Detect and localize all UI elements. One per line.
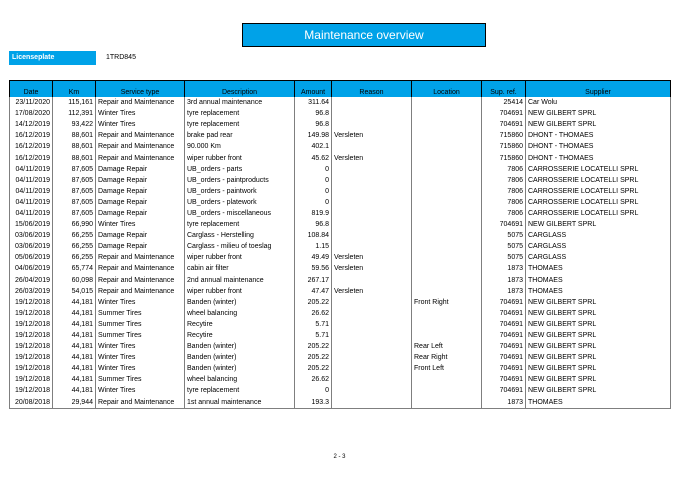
table-cell bbox=[412, 130, 482, 141]
table-cell: NEW GILBERT SPRL bbox=[526, 219, 671, 230]
table-cell bbox=[412, 97, 482, 108]
table-cell: tyre replacement bbox=[185, 385, 295, 396]
table-cell: Repair and Maintenance bbox=[96, 152, 185, 163]
table-cell: Winter Tires bbox=[96, 352, 185, 363]
table-cell: NEW GILBERT SPRL bbox=[526, 119, 671, 130]
table-cell bbox=[332, 208, 412, 219]
table-cell: 14/12/2019 bbox=[10, 119, 53, 130]
table-cell: 704691 bbox=[482, 330, 526, 341]
table-cell: 44,181 bbox=[53, 352, 96, 363]
table-cell: 03/06/2019 bbox=[10, 241, 53, 252]
table-cell bbox=[412, 286, 482, 297]
table-cell: 54,015 bbox=[53, 286, 96, 297]
table-cell: 704691 bbox=[482, 108, 526, 119]
table-row bbox=[10, 308, 671, 319]
table-cell bbox=[412, 275, 482, 286]
table-cell: NEW GILBERT SPRL bbox=[526, 108, 671, 119]
table-cell: 7806 bbox=[482, 208, 526, 219]
table-cell: 96.8 bbox=[295, 119, 332, 130]
table-cell: 311.64 bbox=[295, 97, 332, 108]
table-cell bbox=[332, 297, 412, 308]
table-cell: Carglass - Herstelling bbox=[185, 230, 295, 241]
table-cell: 3rd annual maintenance bbox=[185, 97, 295, 108]
table-cell: 193.3 bbox=[295, 397, 332, 409]
table-cell: 44,181 bbox=[53, 319, 96, 330]
table-row bbox=[10, 363, 671, 374]
column-header: Sup. ref. bbox=[482, 88, 526, 97]
table-cell: Versleten bbox=[332, 252, 412, 263]
table-cell: 1873 bbox=[482, 263, 526, 274]
table-cell: 88,601 bbox=[53, 130, 96, 141]
page-number: 2 - 3 bbox=[333, 454, 346, 460]
table-cell: 23/11/2020 bbox=[10, 97, 53, 108]
table-cell bbox=[412, 252, 482, 263]
table-cell bbox=[412, 197, 482, 208]
table-cell: 04/06/2019 bbox=[10, 263, 53, 274]
table-row bbox=[10, 319, 671, 330]
table-cell: wheel balancing bbox=[185, 374, 295, 385]
table-row bbox=[10, 263, 671, 274]
table-cell: 19/12/2018 bbox=[10, 319, 53, 330]
table-cell: 87,605 bbox=[53, 175, 96, 186]
table-cell: 66,990 bbox=[53, 219, 96, 230]
table-cell bbox=[412, 175, 482, 186]
table-cell: UB_orders - paintproducts bbox=[185, 175, 295, 186]
table-cell: 0 bbox=[295, 164, 332, 175]
table-cell: 19/12/2018 bbox=[10, 297, 53, 308]
table-cell: Repair and Maintenance bbox=[96, 97, 185, 108]
table-cell bbox=[412, 385, 482, 396]
table-cell bbox=[332, 230, 412, 241]
table-cell: 49.49 bbox=[295, 252, 332, 263]
table-cell: 16/12/2019 bbox=[10, 130, 53, 141]
table-cell: 44,181 bbox=[53, 374, 96, 385]
table-cell: Versleten bbox=[332, 152, 412, 163]
table-cell: 26/03/2019 bbox=[10, 286, 53, 297]
table-cell bbox=[332, 97, 412, 108]
table-row bbox=[10, 230, 671, 241]
table-cell: 5.71 bbox=[295, 330, 332, 341]
table-cell: 17/08/2020 bbox=[10, 108, 53, 119]
table-row bbox=[10, 219, 671, 230]
table-cell: Recytire bbox=[185, 330, 295, 341]
table-cell bbox=[332, 330, 412, 341]
table-row bbox=[10, 352, 671, 363]
table-cell: Summer Tires bbox=[96, 330, 185, 341]
table-cell: 03/06/2019 bbox=[10, 230, 53, 241]
table-cell bbox=[412, 164, 482, 175]
table-row bbox=[10, 252, 671, 263]
table-cell: 20/08/2018 bbox=[10, 397, 53, 409]
table-cell: cabin air filter bbox=[185, 263, 295, 274]
table-row bbox=[10, 241, 671, 252]
table-row bbox=[10, 297, 671, 308]
column-header: Km bbox=[53, 88, 96, 97]
table-cell: wiper rubber front bbox=[185, 286, 295, 297]
table-cell bbox=[412, 374, 482, 385]
table-row bbox=[10, 275, 671, 286]
table-row bbox=[10, 374, 671, 385]
table-cell: NEW GILBERT SPRL bbox=[526, 341, 671, 352]
table-cell: 26.62 bbox=[295, 308, 332, 319]
table-cell: Summer Tires bbox=[96, 374, 185, 385]
table-cell bbox=[412, 119, 482, 130]
table-cell: UB_orders - miscellaneous bbox=[185, 208, 295, 219]
table-cell bbox=[412, 241, 482, 252]
table-cell: 44,181 bbox=[53, 330, 96, 341]
table-cell bbox=[332, 275, 412, 286]
table-cell: NEW GILBERT SPRL bbox=[526, 297, 671, 308]
table-cell: Car Wolu bbox=[526, 97, 671, 108]
table-cell: Damage Repair bbox=[96, 241, 185, 252]
table-cell: Winter Tires bbox=[96, 119, 185, 130]
table-cell: Damage Repair bbox=[96, 230, 185, 241]
table-cell: CARGLASS bbox=[526, 252, 671, 263]
table-cell: 90.000 Km bbox=[185, 141, 295, 152]
table-cell: 7806 bbox=[482, 186, 526, 197]
table-cell: NEW GILBERT SPRL bbox=[526, 330, 671, 341]
table-cell: 704691 bbox=[482, 308, 526, 319]
table-cell: Repair and Maintenance bbox=[96, 130, 185, 141]
table-cell: 04/11/2019 bbox=[10, 175, 53, 186]
table-cell: Repair and Maintenance bbox=[96, 263, 185, 274]
table-cell: Summer Tires bbox=[96, 319, 185, 330]
table-cell: 1st annual maintenance bbox=[185, 397, 295, 409]
table-cell: Rear Right bbox=[412, 352, 482, 363]
table-cell: Damage Repair bbox=[96, 164, 185, 175]
table-cell: 715860 bbox=[482, 130, 526, 141]
table-row bbox=[10, 397, 671, 409]
table-cell: Summer Tires bbox=[96, 308, 185, 319]
table-cell: 715860 bbox=[482, 152, 526, 163]
table-cell: 205.22 bbox=[295, 341, 332, 352]
table-cell: Versleten bbox=[332, 130, 412, 141]
table-cell: 45.62 bbox=[295, 152, 332, 163]
table-cell: CARROSSERIE LOCATELLI SPRL bbox=[526, 208, 671, 219]
table-cell bbox=[332, 374, 412, 385]
table-cell: Damage Repair bbox=[96, 197, 185, 208]
table-cell: THOMAES bbox=[526, 286, 671, 297]
table-cell: CARROSSERIE LOCATELLI SPRL bbox=[526, 164, 671, 175]
table-cell: Banden (winter) bbox=[185, 297, 295, 308]
table-cell bbox=[332, 241, 412, 252]
table-cell: 1873 bbox=[482, 286, 526, 297]
table-cell: UB_orders - parts bbox=[185, 164, 295, 175]
table-cell: Repair and Maintenance bbox=[96, 141, 185, 152]
table-cell: 05/06/2019 bbox=[10, 252, 53, 263]
table-cell: CARROSSERIE LOCATELLI SPRL bbox=[526, 197, 671, 208]
table-cell: 65,774 bbox=[53, 263, 96, 274]
table-cell bbox=[332, 175, 412, 186]
table-cell: 16/12/2019 bbox=[10, 141, 53, 152]
table-cell: 205.22 bbox=[295, 352, 332, 363]
table-body bbox=[10, 97, 671, 408]
table-cell: Recytire bbox=[185, 319, 295, 330]
table-cell: 44,181 bbox=[53, 385, 96, 396]
table-cell: 19/12/2018 bbox=[10, 330, 53, 341]
table-cell: tyre replacement bbox=[185, 108, 295, 119]
table-row bbox=[10, 97, 671, 108]
table-cell bbox=[332, 363, 412, 374]
table-cell: Damage Repair bbox=[96, 208, 185, 219]
table-cell: CARROSSERIE LOCATELLI SPRL bbox=[526, 175, 671, 186]
table-cell: 402.1 bbox=[295, 141, 332, 152]
table-cell bbox=[412, 330, 482, 341]
table-cell: 96.8 bbox=[295, 219, 332, 230]
table-cell: wheel balancing bbox=[185, 308, 295, 319]
table-cell: THOMAES bbox=[526, 263, 671, 274]
table-cell: 715860 bbox=[482, 141, 526, 152]
header-row bbox=[10, 88, 671, 97]
table-cell: 04/11/2019 bbox=[10, 164, 53, 175]
table-cell: Versleten bbox=[332, 286, 412, 297]
table-cell: THOMAES bbox=[526, 275, 671, 286]
table-cell: Winter Tires bbox=[96, 219, 185, 230]
table-cell: 5075 bbox=[482, 230, 526, 241]
table-cell: CARGLASS bbox=[526, 230, 671, 241]
column-header: Supplier bbox=[526, 88, 671, 97]
table-row bbox=[10, 108, 671, 119]
table-row bbox=[10, 119, 671, 130]
table-cell: 44,181 bbox=[53, 297, 96, 308]
table-cell: NEW GILBERT SPRL bbox=[526, 374, 671, 385]
table-cell bbox=[412, 208, 482, 219]
table-cell: 112,391 bbox=[53, 108, 96, 119]
table-cell: 1873 bbox=[482, 275, 526, 286]
table-cell: 19/12/2018 bbox=[10, 374, 53, 385]
table-cell: tyre replacement bbox=[185, 219, 295, 230]
table-cell: 16/12/2019 bbox=[10, 152, 53, 163]
table-row bbox=[10, 330, 671, 341]
table-cell: 60,098 bbox=[53, 275, 96, 286]
table-cell: 0 bbox=[295, 186, 332, 197]
table-cell: tyre replacement bbox=[185, 119, 295, 130]
table-cell: UB_orders - platework bbox=[185, 197, 295, 208]
table-cell: 0 bbox=[295, 385, 332, 396]
table-cell: DHONT - THOMAES bbox=[526, 152, 671, 163]
table-cell bbox=[412, 141, 482, 152]
table-cell: 47.47 bbox=[295, 286, 332, 297]
table-row bbox=[10, 286, 671, 297]
table-cell: Front Right bbox=[412, 297, 482, 308]
table-row bbox=[10, 164, 671, 175]
table-cell: CARGLASS bbox=[526, 241, 671, 252]
table-cell bbox=[412, 397, 482, 409]
table-cell bbox=[332, 308, 412, 319]
table-cell: Winter Tires bbox=[96, 363, 185, 374]
table-cell: 7806 bbox=[482, 197, 526, 208]
table-row bbox=[10, 175, 671, 186]
table-cell: NEW GILBERT SPRL bbox=[526, 385, 671, 396]
table-cell: brake pad rear bbox=[185, 130, 295, 141]
table-cell: 149.98 bbox=[295, 130, 332, 141]
table-cell bbox=[412, 219, 482, 230]
table-cell: Banden (winter) bbox=[185, 352, 295, 363]
table-cell: Winter Tires bbox=[96, 297, 185, 308]
table-cell: Rear Left bbox=[412, 341, 482, 352]
column-header: Location bbox=[412, 88, 482, 97]
table-cell: NEW GILBERT SPRL bbox=[526, 319, 671, 330]
column-header: Date bbox=[10, 88, 53, 97]
table-cell: 19/12/2018 bbox=[10, 308, 53, 319]
table-cell: 44,181 bbox=[53, 341, 96, 352]
table-cell: 26/04/2019 bbox=[10, 275, 53, 286]
table-cell: 115,161 bbox=[53, 97, 96, 108]
table-cell: Damage Repair bbox=[96, 186, 185, 197]
table-cell: 5075 bbox=[482, 252, 526, 263]
table-cell: Repair and Maintenance bbox=[96, 397, 185, 409]
table-cell: NEW GILBERT SPRL bbox=[526, 363, 671, 374]
table-cell: 25414 bbox=[482, 97, 526, 108]
table-cell bbox=[332, 141, 412, 152]
table-row bbox=[10, 130, 671, 141]
table-cell: 59.56 bbox=[295, 263, 332, 274]
table-cell: Banden (winter) bbox=[185, 341, 295, 352]
table-cell: 0 bbox=[295, 197, 332, 208]
table-cell: wiper rubber front bbox=[185, 252, 295, 263]
table-cell: 704691 bbox=[482, 385, 526, 396]
table-cell bbox=[332, 352, 412, 363]
table-cell: UB_orders - paintwork bbox=[185, 186, 295, 197]
table-cell: Carglass - milieu of toeslag bbox=[185, 241, 295, 252]
table-cell: 87,605 bbox=[53, 164, 96, 175]
table-row bbox=[10, 385, 671, 396]
table-cell: 29,944 bbox=[53, 397, 96, 409]
maintenance-table bbox=[9, 80, 671, 409]
column-header: Description bbox=[185, 88, 295, 97]
table-cell: 704691 bbox=[482, 319, 526, 330]
table-cell: 1.15 bbox=[295, 241, 332, 252]
table-cell bbox=[412, 308, 482, 319]
header-spacer-row bbox=[10, 81, 671, 89]
table-cell: 88,601 bbox=[53, 141, 96, 152]
table-cell: 26.62 bbox=[295, 374, 332, 385]
table-cell: 04/11/2019 bbox=[10, 208, 53, 219]
table-cell: Versleten bbox=[332, 263, 412, 274]
table-cell bbox=[332, 164, 412, 175]
table-cell bbox=[332, 108, 412, 119]
table-cell: Winter Tires bbox=[96, 108, 185, 119]
table-cell: 44,181 bbox=[53, 308, 96, 319]
table-cell: 15/06/2019 bbox=[10, 219, 53, 230]
table-cell: 704691 bbox=[482, 374, 526, 385]
table-cell: NEW GILBERT SPRL bbox=[526, 352, 671, 363]
table-cell: 704691 bbox=[482, 297, 526, 308]
table-cell bbox=[332, 219, 412, 230]
table-cell bbox=[332, 319, 412, 330]
table-cell: wiper rubber front bbox=[185, 152, 295, 163]
table-cell: 267.17 bbox=[295, 275, 332, 286]
table-cell: Winter Tires bbox=[96, 341, 185, 352]
table-cell bbox=[332, 186, 412, 197]
table-cell bbox=[332, 341, 412, 352]
table-cell: 87,605 bbox=[53, 208, 96, 219]
table-cell bbox=[412, 319, 482, 330]
table-cell: 108.84 bbox=[295, 230, 332, 241]
table-cell: 704691 bbox=[482, 352, 526, 363]
table-cell: Repair and Maintenance bbox=[96, 275, 185, 286]
table-cell: DHONT - THOMAES bbox=[526, 141, 671, 152]
table-cell bbox=[412, 263, 482, 274]
table-row bbox=[10, 208, 671, 219]
table-cell: 19/12/2018 bbox=[10, 363, 53, 374]
table-cell: 5075 bbox=[482, 241, 526, 252]
table-cell bbox=[332, 119, 412, 130]
licenseplate-value: 1TRD845 bbox=[106, 54, 136, 61]
table-cell: 44,181 bbox=[53, 363, 96, 374]
table-cell: 0 bbox=[295, 175, 332, 186]
table-cell: 04/11/2019 bbox=[10, 186, 53, 197]
table-cell: Front Left bbox=[412, 363, 482, 374]
table-cell: 704691 bbox=[482, 341, 526, 352]
table-cell bbox=[412, 108, 482, 119]
table-cell bbox=[412, 186, 482, 197]
table-row bbox=[10, 341, 671, 352]
table-cell bbox=[332, 197, 412, 208]
table-cell: 704691 bbox=[482, 363, 526, 374]
table-cell: 88,601 bbox=[53, 152, 96, 163]
table-cell: 7806 bbox=[482, 164, 526, 175]
table-cell: 19/12/2018 bbox=[10, 385, 53, 396]
column-header: Amount bbox=[295, 88, 332, 97]
table-cell bbox=[332, 385, 412, 396]
table-row bbox=[10, 186, 671, 197]
column-header: Service type bbox=[96, 88, 185, 97]
table-cell bbox=[412, 230, 482, 241]
table-cell: 93,422 bbox=[53, 119, 96, 130]
table-cell: Repair and Maintenance bbox=[96, 252, 185, 263]
table-cell: 19/12/2018 bbox=[10, 341, 53, 352]
licenseplate-label: Licenseplate bbox=[9, 51, 96, 65]
table-cell: 205.22 bbox=[295, 297, 332, 308]
table-cell: Damage Repair bbox=[96, 175, 185, 186]
table-cell: Winter Tires bbox=[96, 385, 185, 396]
table-cell: Banden (winter) bbox=[185, 363, 295, 374]
table-row bbox=[10, 152, 671, 163]
table-cell: 819.9 bbox=[295, 208, 332, 219]
table-cell bbox=[412, 152, 482, 163]
table-row bbox=[10, 197, 671, 208]
table-cell: 87,605 bbox=[53, 186, 96, 197]
table-cell: 704691 bbox=[482, 219, 526, 230]
table-cell: 1873 bbox=[482, 397, 526, 409]
table-cell: 5.71 bbox=[295, 319, 332, 330]
table-cell: 205.22 bbox=[295, 363, 332, 374]
table-cell: 704691 bbox=[482, 119, 526, 130]
table-cell: 04/11/2019 bbox=[10, 197, 53, 208]
table-cell: 96.8 bbox=[295, 108, 332, 119]
table-cell: 66,255 bbox=[53, 230, 96, 241]
table-cell: CARROSSERIE LOCATELLI SPRL bbox=[526, 186, 671, 197]
table-cell: DHONT - THOMAES bbox=[526, 130, 671, 141]
table-cell: 7806 bbox=[482, 175, 526, 186]
table-cell: THOMAES bbox=[526, 397, 671, 409]
table-cell: 66,255 bbox=[53, 241, 96, 252]
table-cell: NEW GILBERT SPRL bbox=[526, 308, 671, 319]
column-header: Reason bbox=[332, 88, 412, 97]
table-cell: 87,605 bbox=[53, 197, 96, 208]
table-cell: 2nd annual maintenance bbox=[185, 275, 295, 286]
table-cell bbox=[332, 397, 412, 409]
table-row bbox=[10, 141, 671, 152]
table-cell: 66,255 bbox=[53, 252, 96, 263]
table-cell: 19/12/2018 bbox=[10, 352, 53, 363]
page-title: Maintenance overview bbox=[242, 23, 486, 47]
table-cell: Repair and Maintenance bbox=[96, 286, 185, 297]
